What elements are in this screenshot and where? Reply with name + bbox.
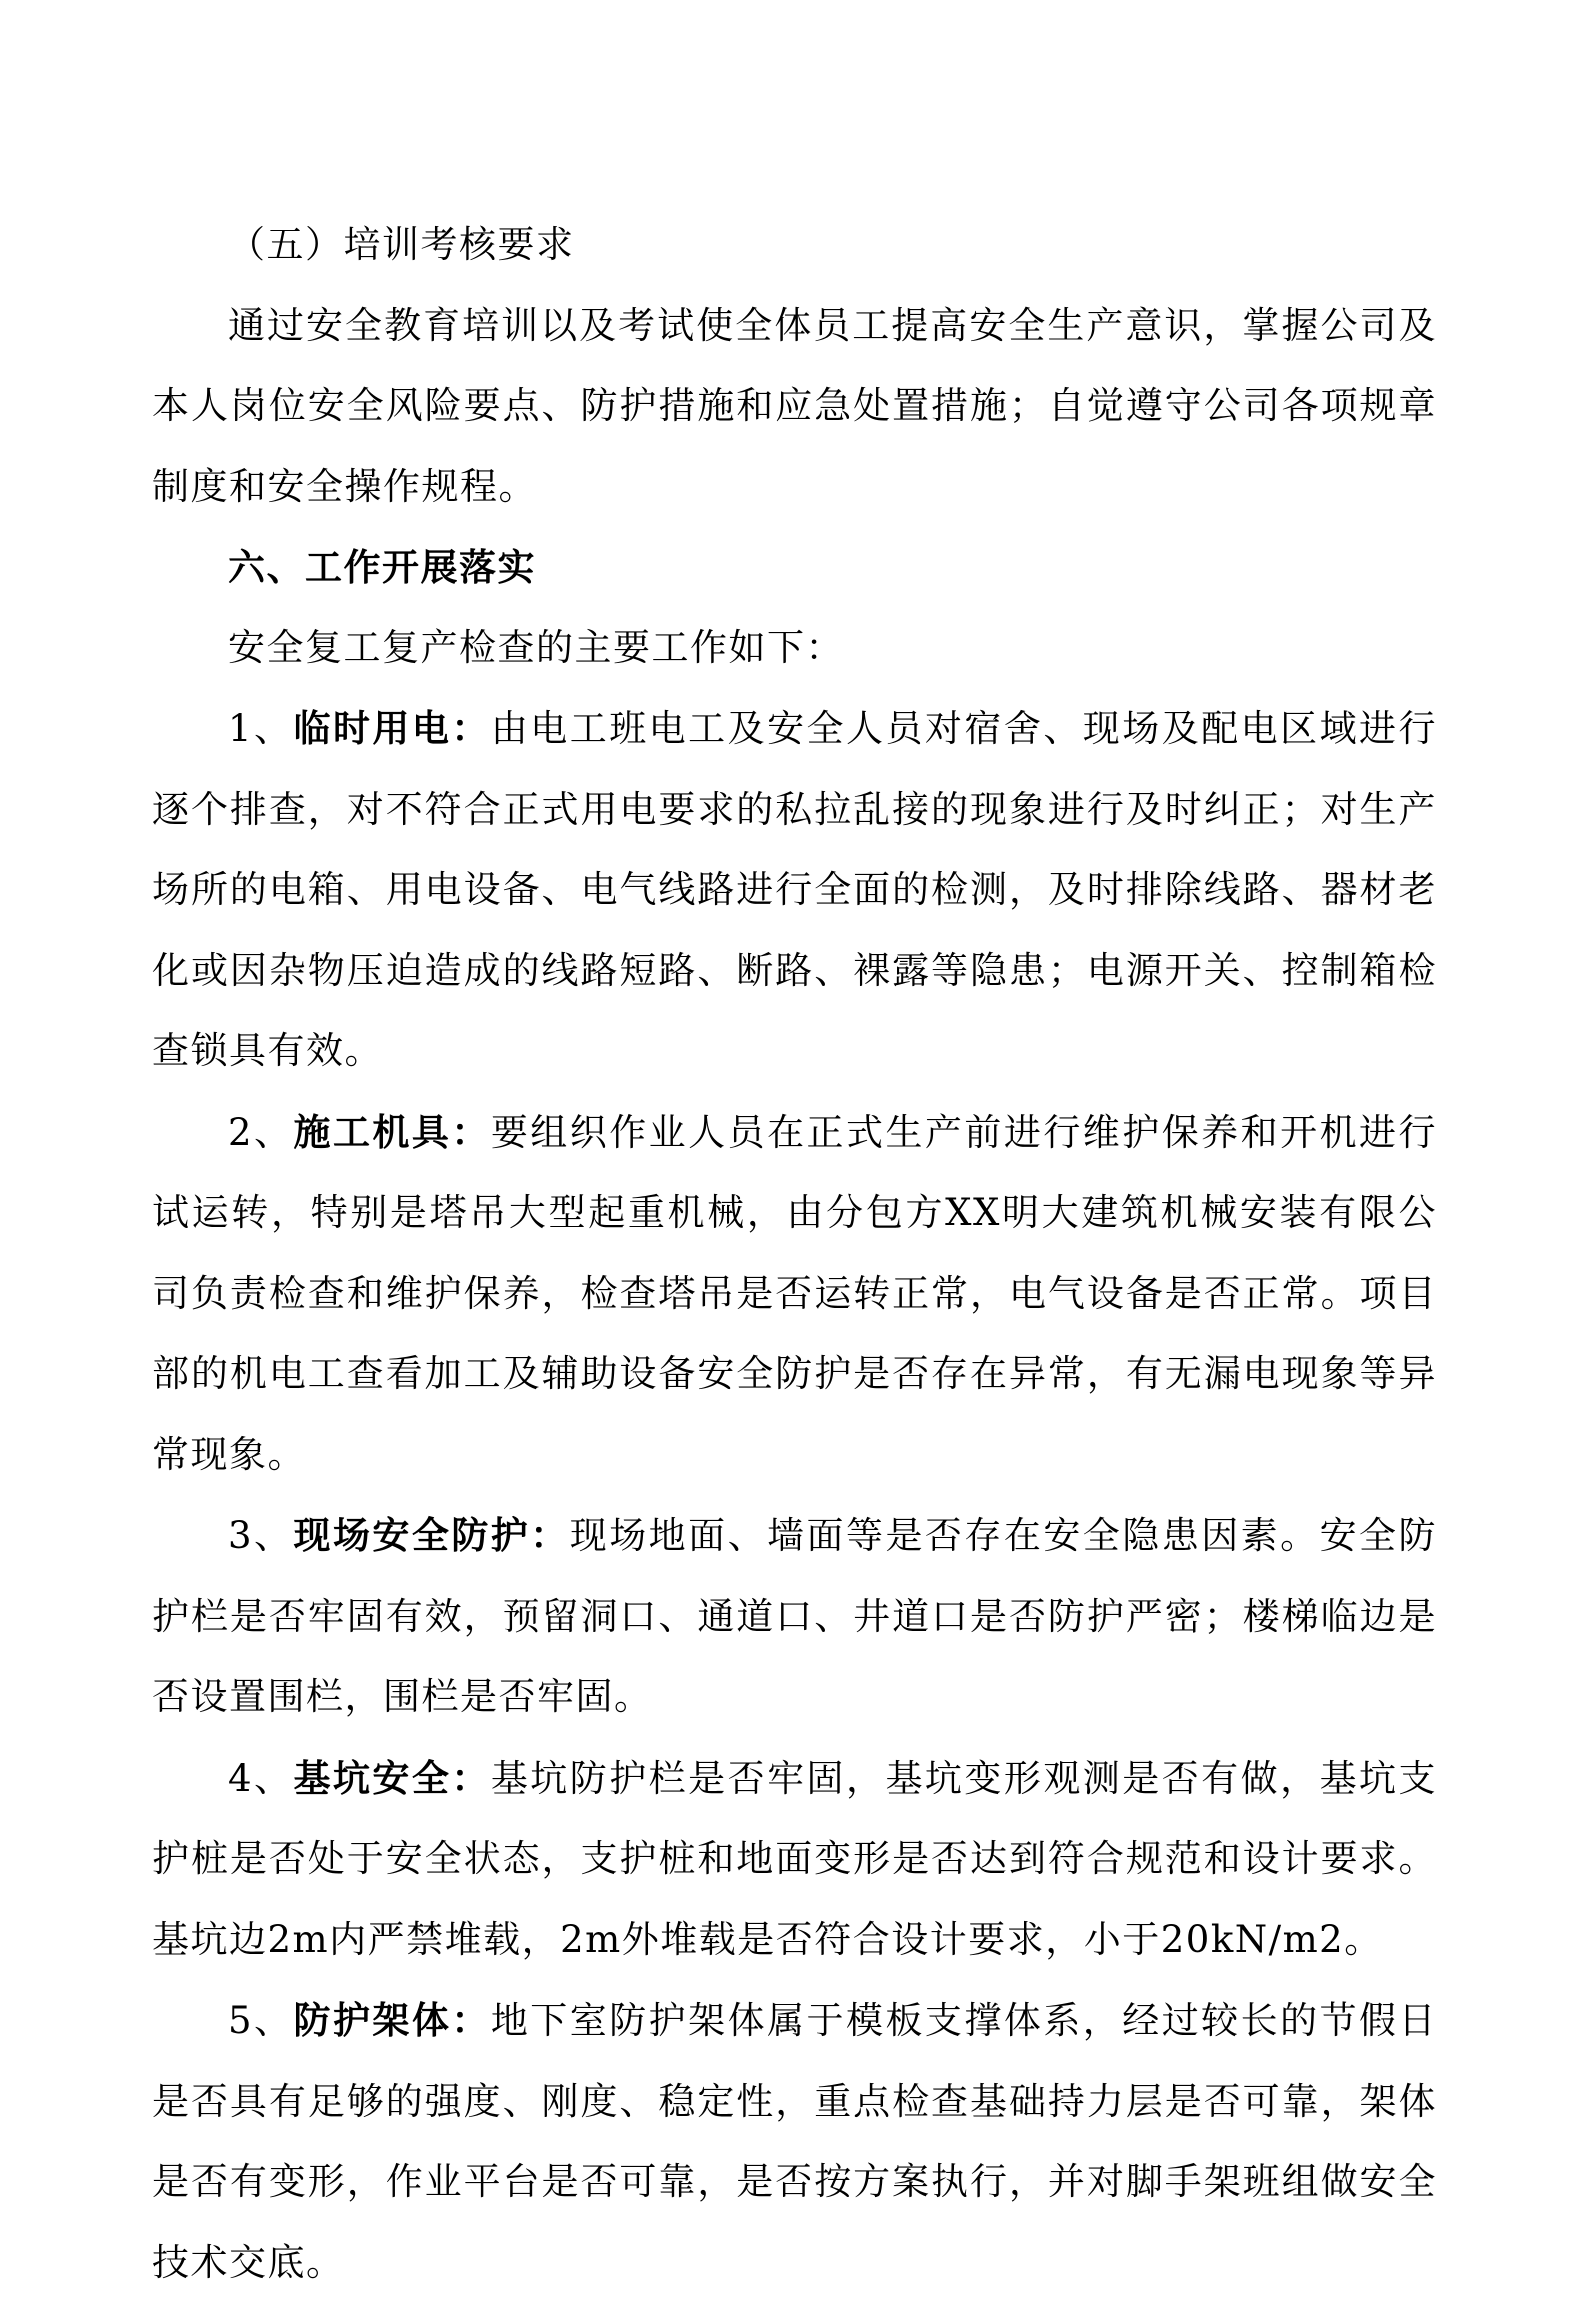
item-number: 4、 [228,1756,294,1800]
item-title: 现场安全防护： [293,1513,570,1557]
item-title: 施工机具： [293,1109,491,1154]
item-text: 现场地面、墙面等是否存在安全隐患因素。安全防护栏是否牢固有效，预留洞口、通道口、井道口是否防护严密；楼梯临边是否设置围栏，围栏是否牢固。 [152,1514,1438,1718]
intro-paragraph: 安全复工复产检查的主要工作如下： [228,625,844,669]
item-number: 3、 [228,1514,294,1557]
item-title: 防护架体： [293,1998,491,2042]
list-item [152,688,1437,1092]
item-number: 1、 [228,707,294,750]
item-number: 2、 [228,1110,294,1154]
training-paragraph: 通过安全教育培训以及考试使全体员工提高安全生产意识，掌握公司及本人岗位安全风险要点、防护措施和应急处置措施；自觉遵守公司各项规章制度和安全操作规程。 [152,303,1437,508]
list-item [152,1092,1437,1496]
list-item [152,1495,1437,1738]
item-title: 临时用电： [293,706,491,750]
item-title: 基坑安全： [293,1755,491,1800]
document-body [152,205,1437,2303]
item-text: 由电工班电工及安全人员对宿舍、现场及配电区域进行逐个排查，对不符合正式用电要求的私拉乱接的现象进行及时纠正；对生产场所的电箱、用电设备、电气线路进行全面的检测，及时排除线路、器材老化或因杂物压迫造成的线路短路、断路、裸露等隐患；电源开关、控制箱检查锁具有效。 [152,707,1438,1072]
item-text: 地下室防护架体属于模板支撑体系，经过较长的节假日是否具有足够的强度、刚度、稳定性，重点检查基础持力层是否可靠，架体是否有变形，作业平台是否可靠，是否按方案执行，并对脚手架班组做安全技术交底。 [152,1999,1438,2284]
item-number: 5、 [228,1999,294,2042]
section-heading-6: 六、工作开展落实 [228,545,536,589]
item-text: 基坑防护栏是否牢固，基坑变形观测是否有做，基坑支护桩是否处于安全状态，支护桩和地面变形是否达到符合规范和设计要求。基坑边2m内严禁堆载，2m外堆载是否符合设计要求，小于20kN/m2。 [152,1756,1438,1961]
item-text: 要组织作业人员在正式生产前进行维护保养和开机进行试运转，特别是塔吊大型起重机械，由分包方XX明大建筑机械安装有限公司负责检查和维护保养，检查塔吊是否运转正常，电气设备是否正常。项目部的机电工查看加工及辅助设备安全防护是否存在异常，有无漏电现象等异常现象。 [152,1110,1438,1476]
section-heading-5: （五）培训考核要求 [228,223,575,266]
list-item [152,1980,1437,2303]
list-item [152,1738,1437,1981]
